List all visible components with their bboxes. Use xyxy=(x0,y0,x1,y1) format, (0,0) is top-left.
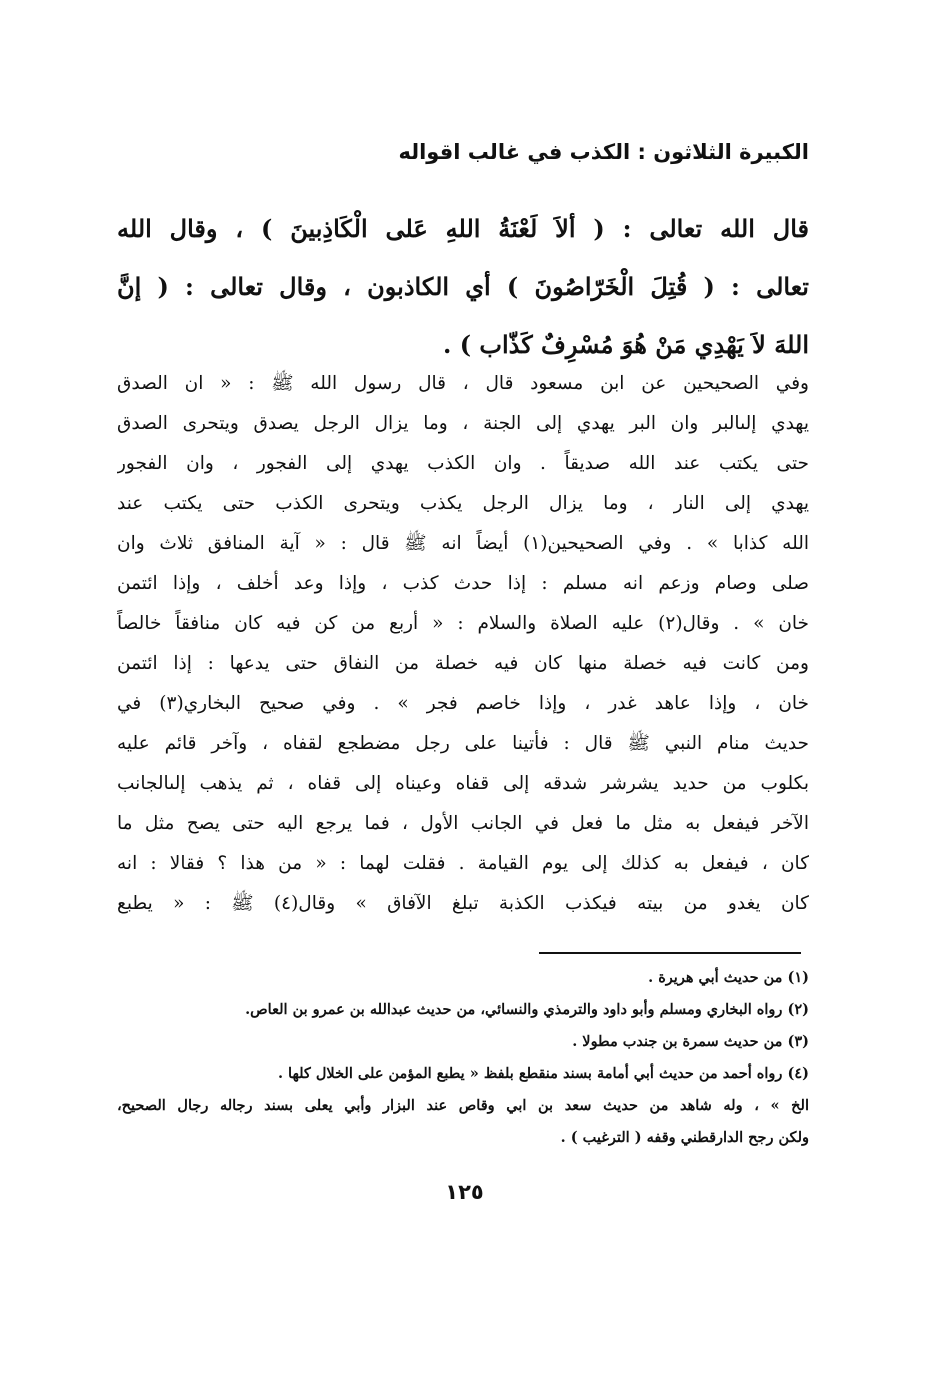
footnote-line: ولكن رجح الدارقطني وقفه ( الترغيب ) . xyxy=(560,1129,809,1146)
footnote-line: (٢) رواه البخاري ومسلم وأبو داود والترمذي والنسائي، من حديث عبدالله بن عمرو بن العاص. xyxy=(245,1001,809,1018)
footnote-separator xyxy=(539,952,801,954)
body-line: يهدي إلىالبر وان البر يهدي إلى الجنة ، وما يزال الرجل يصدق ويتحرى الصدق xyxy=(117,413,809,434)
chapter-heading: الكبيرة الثلاثون : الكذب في غالب اقواله xyxy=(398,140,809,164)
body-line: وفي الصحيحين عن ابن مسعود قال ، قال رسول الله ﷺ : « ان الصدق xyxy=(117,373,809,394)
body-line: خان ، وإذا عاهد غدر ، وإذا خاصم فجر » . وفي صحيح البخاري(٣) في xyxy=(117,693,809,714)
body-line: يهدي إلى النار ، وما يزال الرجل يكذب ويتحرى الكذب حتى يكتب عند xyxy=(117,493,809,514)
verse-line: تعالى : ( قُتِلَ الْخَرّاصُونَ ) أي الكاذبون ، وقال تعالى : ( إنَّ xyxy=(117,272,809,301)
body-line: بكلوب من حديد يشرشر شدقه إلى قفاه وعيناه إلى قفاه ، ثم يذهب إلىالجانب xyxy=(117,773,809,794)
body-line: كان يغدو من بيته فيكذب الكذبة تبلغ الآفاق » وقال(٤) ﷺ : « يطبع xyxy=(117,893,809,914)
body-line: خان » . وقال(٢) عليه الصلاة والسلام : « أربع من كن فيه كان منافقاً خالصاً xyxy=(117,613,809,634)
body-line: الله كذابا » . وفي الصحيحين(١) أيضاً انه ﷺ قال : « آية المنافق ثلاث وان xyxy=(117,533,809,554)
verse-line: اللهَ لاَ يَهْدِي مَنْ هُوَ مُسْرِفٌ كَذّاب ) . xyxy=(442,330,809,359)
body-line: حتى يكتب عند الله صديقاً . وان الكذب يهدي إلى الفجور ، وان الفجور xyxy=(117,453,809,474)
footnote-line: (٣) من حديث سمرة بن جندب مطولا . xyxy=(572,1033,809,1050)
body-line: صلى وصام وزعم انه مسلم : إذا حدث كذب ، وإذا وعد أخلف ، وإذا ائتمن xyxy=(117,573,809,594)
body-line: كان ، فيفعل به كذلك إلى يوم القيامة . فقلت لهما : « من هذا ؟ فقالا : انه xyxy=(117,853,809,874)
page-number: ١٢٥ xyxy=(445,1180,484,1204)
footnotes xyxy=(117,962,809,1154)
body-line: الآخر فيفعل به مثل ما فعل في الجانب الأول ، فما يرجع اليه حتى يصح مثل ما xyxy=(117,813,809,834)
footnote-line: (٤) رواه أحمد من حديث أبي أمامة بسند منقطع بلفظ « يطبع المؤمن على الخلال كلها . xyxy=(277,1065,809,1082)
body-line: حديث منام النبي ﷺ قال : فأتينا على رجل مضطجع لقفاه ، وآخر قائم عليه xyxy=(117,733,809,754)
footnote-line: الخ » ، وله شاهد من حديث سعد بن ابي وقاص عند البزار وأبي يعلى بسند رجاله رجال الصحيح، xyxy=(117,1097,809,1114)
footnote-line: (١) من حديث أبي هريرة . xyxy=(648,969,809,986)
body-line: ومن كانت فيه خصلة منها كان فيه خصلة من النفاق حتى يدعها : إذا ائتمن xyxy=(117,653,809,674)
quran-verses-paragraph xyxy=(117,200,809,374)
verse-line: قال الله تعالى : ( ألاَ لَعْنَةُ اللهِ عَلى الْكَاذِبينَ ) ، وقال الله xyxy=(117,214,809,243)
hadith-body-text xyxy=(117,364,809,924)
